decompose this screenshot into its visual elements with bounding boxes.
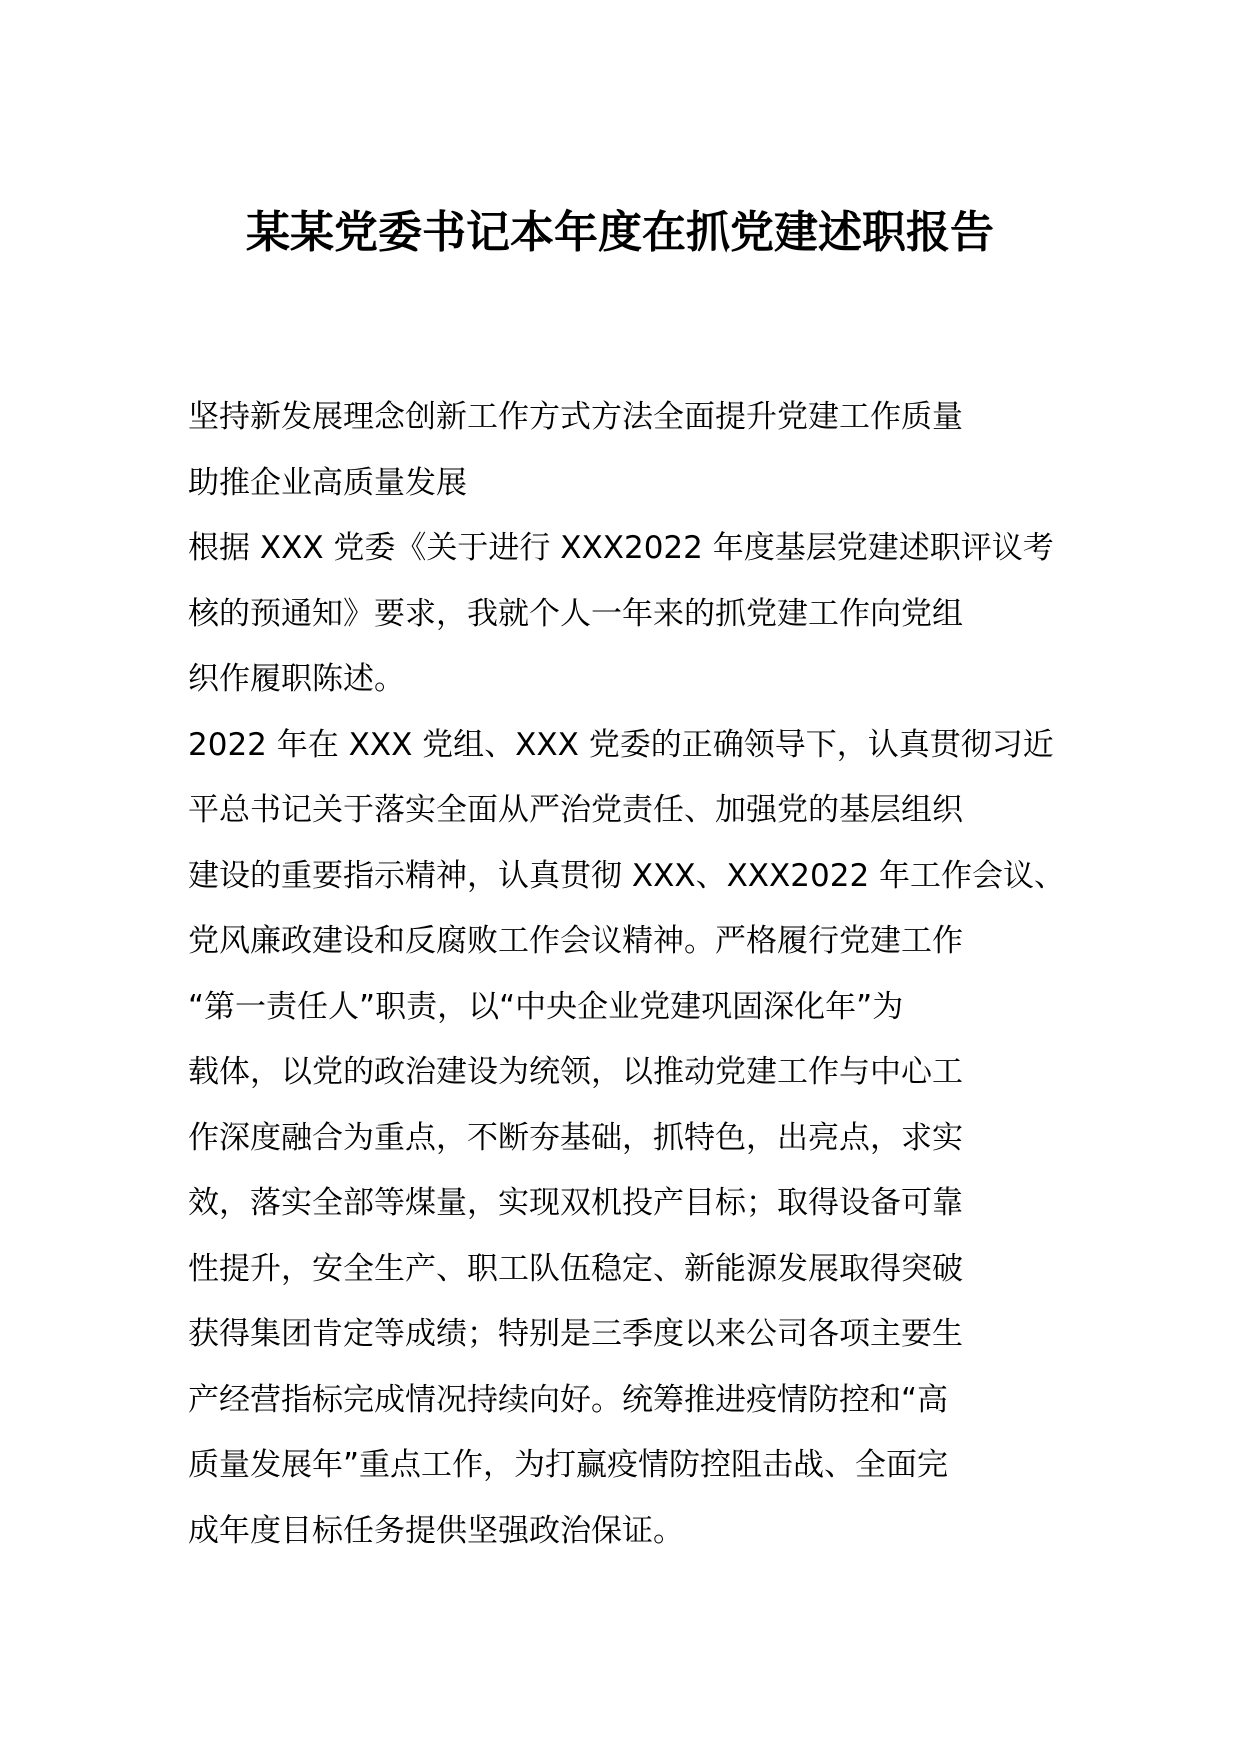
- text-line: 载体，以党的政治建设为统领，以推动党建工作与中心工: [188, 1054, 963, 1090]
- text-line: 核的预通知》要求，我就个人一年来的抓党建工作向党组: [188, 595, 963, 632]
- text-line: 2022 年在 XXX 党组、XXX 党委的正确领导下，认真贯彻习近: [188, 726, 1054, 763]
- text-line: 成年度目标任务提供坚强政治保证。: [188, 1512, 684, 1549]
- intro-paragraph: [188, 516, 1068, 713]
- summary-paragraph: [188, 713, 1068, 1565]
- text-line: 获得集团肯定等成绩；特别是三季度以来公司各项主要生: [188, 1316, 963, 1352]
- text-line: “第一责任人”职责，以“中央企业党建巩固深化年”为: [188, 988, 904, 1025]
- text-line: 织作履职陈述。: [188, 661, 405, 697]
- text-line: 建设的重要指示精神，认真贯彻 XXX、XXX2022 年工作会议、: [188, 857, 1066, 894]
- text-line: 质量发展年”重点工作，为打赢疫情防控阻击战、全面完: [188, 1447, 949, 1483]
- subtitle-paragraph: [188, 385, 1068, 516]
- document-body: [188, 385, 1068, 1564]
- text-line: 效，落实全部等煤量，实现双机投产目标；取得设备可靠: [188, 1185, 963, 1221]
- text-line: 坚持新发展理念创新工作方式方法全面提升党建工作质量: [188, 399, 963, 435]
- text-line: 助推企业高质量发展: [188, 464, 467, 501]
- text-line: 党风廉政建设和反腐败工作会议精神。严格履行党建工作: [188, 923, 963, 959]
- text-line: 产经营指标完成情况持续向好。统筹推进疫情防控和“高: [188, 1381, 949, 1418]
- text-line: 性提升，安全生产、职工队伍稳定、新能源发展取得突破: [188, 1250, 963, 1287]
- document-title: 某某党委书记本年度在抓党建述职报告: [246, 207, 994, 258]
- text-line: 平总书记关于落实全面从严治党责任、加强党的基层组织: [188, 792, 963, 828]
- text-line: 作深度融合为重点，不断夯基础，抓特色，出亮点，求实: [188, 1119, 963, 1156]
- text-line: 根据 XXX 党委《关于进行 XXX2022 年度基层党建述职评议考: [188, 530, 1054, 566]
